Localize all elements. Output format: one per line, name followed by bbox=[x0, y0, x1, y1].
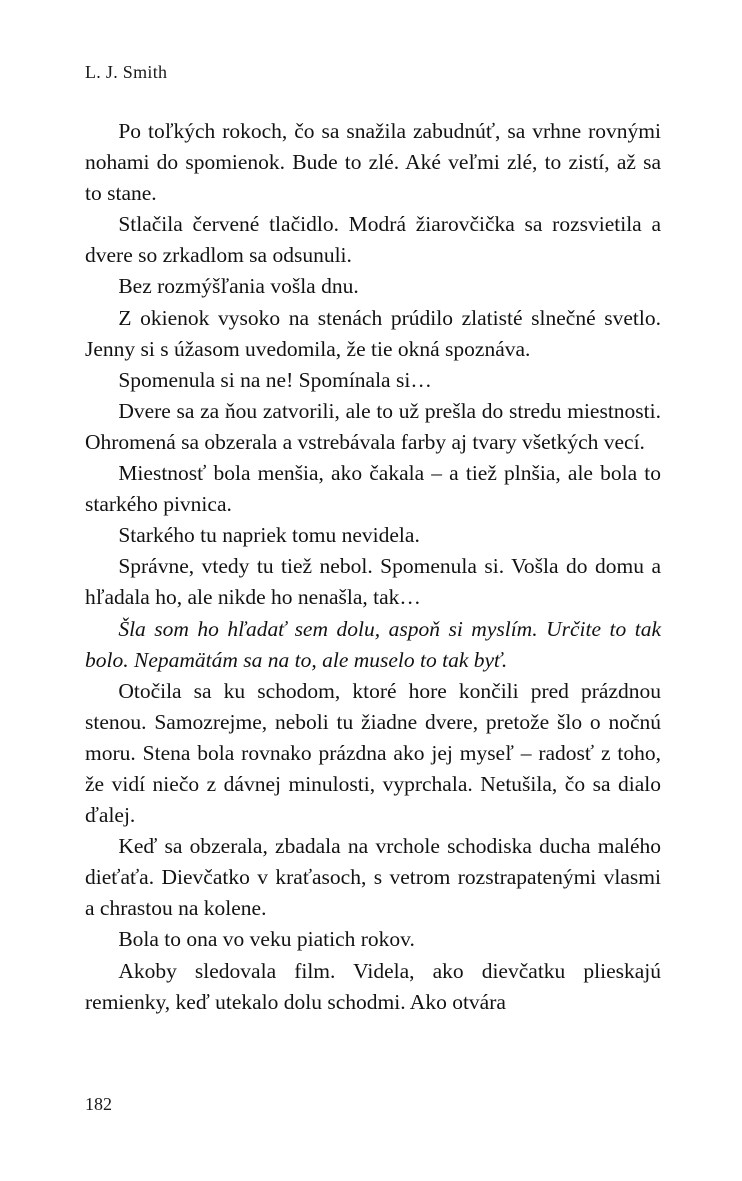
page-number: 182 bbox=[85, 1094, 112, 1114]
paragraph: Z okienok vysoko na stenách prúdilo zlatisté slnečné svetlo. Jenny si s úžasom uvedomila, že tie okná spoznáva. bbox=[85, 305, 661, 361]
paragraph: Bola to ona vo veku piatich rokov. bbox=[118, 927, 415, 952]
running-header-author: L. J. Smith bbox=[85, 62, 168, 82]
paragraph: Po toľkých rokoch, čo sa snažila zabudnúť, sa vrhne rovnými nohami do spomienok. Bude to zlé. Aké veľmi zlé, to zistí, až sa to stane. bbox=[85, 119, 661, 206]
paragraph: Otočila sa ku schodom, ktoré hore končili pred prázdnou stenou. Samozrejme, neboli tu žiadne dvere, pretože šlo o nočnú moru. Stena bola rovnako prázdna ako jej myseľ – radosť z toho, že vidí niečo z dávnej minulosti, vyprchala. Netušila, čo sa dialo ďalej. bbox=[85, 678, 661, 828]
paragraph: Dvere sa za ňou zatvorili, ale to už prešla do stredu miestnosti. Ohromená sa obzerala a vstrebávala farby aj tvary všetkých vecí. bbox=[85, 398, 661, 454]
page-body bbox=[85, 116, 661, 1018]
paragraph: Stlačila červené tlačidlo. Modrá žiarovčička sa rozsvietila a dvere so zrkadlom sa odsunuli. bbox=[85, 212, 661, 268]
paragraph: Správne, vtedy tu tiež nebol. Spomenula si. Vošla do domu a hľadala ho, ale nikde ho nenašla, tak… bbox=[85, 554, 661, 610]
paragraph: Spomenula si na ne! Spomínala si… bbox=[118, 367, 432, 392]
paragraph: Bez rozmýšľania vošla dnu. bbox=[118, 274, 359, 299]
paragraph: Starkého tu napriek tomu nevidela. bbox=[118, 523, 420, 548]
paragraph: Keď sa obzerala, zbadala na vrchole schodiska ducha malého dieťaťa. Dievčatko v kraťasoch, s vetrom rozstrapatenými vlasmi a chrastou na kolene. bbox=[85, 834, 661, 921]
paragraph: Miestnosť bola menšia, ako čakala – a tiež plnšia, ale bola to starkého pivnica. bbox=[85, 461, 661, 517]
paragraph-italic-inner-monologue: Šla som ho hľadať sem dolu, aspoň si myslím. Určite to tak bolo. Nepamätám sa na to, ale muselo to tak byť. bbox=[85, 616, 661, 672]
paragraph: Akoby sledovala film. Videla, ako dievčatku plieskajú remienky, keď utekalo dolu schodmi. Ako otvára bbox=[85, 958, 661, 1014]
